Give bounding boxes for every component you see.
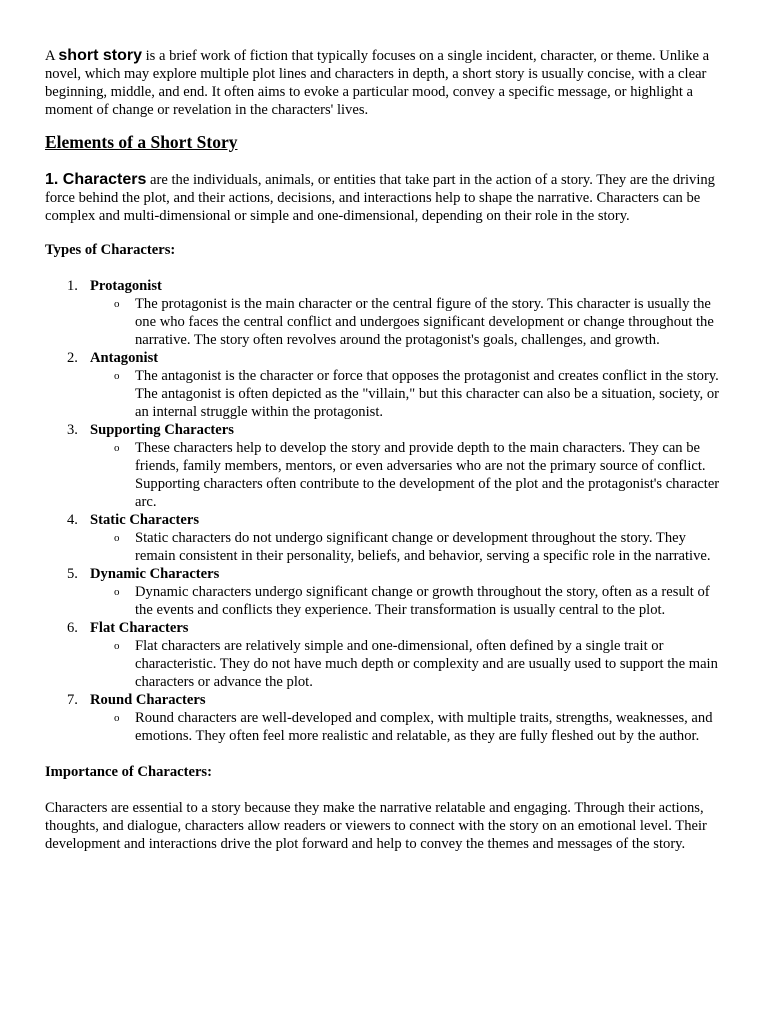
intro-text: is a brief work of fiction that typically focuses on a single incident, character, or theme. Unlike a novel, which may explore multiple plot lines and characters in depth, a short story is usually concise, with a clear beginning, middle, and end. It often aims to evoke a particular mood, convey a specific message, or highlight a moment of change or revelation in the characters' lives. (45, 48, 710, 118)
intro-paragraph (45, 47, 728, 119)
list-item (45, 277, 728, 349)
bullet-icon: o (114, 586, 120, 598)
types-heading: Types of Characters: (45, 242, 176, 258)
characters-text: are the individuals, animals, or entities that take part in the action of a story. They are the driving force behind the plot, and their actions, decisions, and interactions help to shape the narrative. Characters can be complex and multi-dimensional or simple and one-dimensional, depending on their role in the story. (45, 172, 715, 224)
list-item (45, 691, 728, 745)
types-list (45, 277, 728, 745)
type-description (90, 529, 728, 565)
type-description (90, 709, 728, 745)
characters-paragraph (45, 171, 728, 225)
type-name: Static Characters (90, 512, 200, 528)
importance-heading: Importance of Characters: (45, 764, 212, 780)
characters-lead: 1. Characters (45, 171, 147, 188)
list-number: 7. (67, 692, 78, 708)
type-description (90, 367, 728, 421)
type-description (90, 637, 728, 691)
list-item (45, 565, 728, 619)
bullet-icon: o (114, 442, 120, 454)
description-text: The antagonist is the character or force that opposes the protagonist and creates conflict in the story. The antagonist is often depicted as the "villain," but this character can also be a situation, society, or an internal struggle within the protagonist. (135, 368, 719, 420)
description-text: Round characters are well-developed and complex, with multiple traits, strengths, weaknesses, and emotions. They often feel more realistic and relatable, as they are fully fleshed out by the author. (135, 710, 713, 744)
list-item (45, 349, 728, 421)
type-name: Round Characters (90, 692, 206, 708)
type-name: Antagonist (90, 350, 159, 366)
list-number: 4. (67, 512, 78, 528)
intro-term: short story (58, 47, 142, 64)
importance-paragraph: Characters are essential to a story because they make the narrative relatable and engaging. Through their actions, thoughts, and dialogue, characters allow readers or viewers to connect with the story on an emotional level. Their development and interactions drive the plot forward and help to convey the themes and messages of the story. (45, 800, 707, 852)
type-name: Protagonist (90, 278, 162, 294)
description-text: Dynamic characters undergo significant change or growth throughout the story, often as a result of the events and conflicts they experience. Their transformation is usually central to the plot. (135, 584, 710, 618)
description-text: Static characters do not undergo significant change or development throughout the story. They remain consistent in their personality, beliefs, and behavior, serving a specific role in the narrative. (135, 530, 711, 564)
bullet-icon: o (114, 370, 120, 382)
bullet-icon: o (114, 640, 120, 652)
list-number: 5. (67, 566, 78, 582)
description-text: The protagonist is the main character or the central figure of the story. This character is usually the one who faces the central conflict and undergoes significant development or change throughout the narrative. The story often revolves around the protagonist's goals, challenges, and growth. (135, 296, 714, 348)
list-item (45, 511, 728, 565)
list-item (45, 421, 728, 511)
list-number: 1. (67, 278, 78, 294)
type-description (90, 295, 728, 349)
description-text: These characters help to develop the story and provide depth to the main characters. They can be friends, family members, mentors, or even adversaries who are not the primary source of conflict. Supporting characters often contribute to the development of the plot and the protagonist's character arc. (135, 440, 720, 510)
list-item (45, 619, 728, 691)
type-name: Dynamic Characters (90, 566, 220, 582)
section-heading: Elements of a Short Story (45, 132, 238, 152)
bullet-icon: o (114, 712, 120, 724)
bullet-icon: o (114, 298, 120, 310)
bullet-icon: o (114, 532, 120, 544)
type-name: Supporting Characters (90, 422, 234, 438)
type-description (90, 583, 728, 619)
description-text: Flat characters are relatively simple and one-dimensional, often defined by a single trait or characteristic. They do not have much depth or complexity and are usually used to support the main characters or advance the plot. (135, 638, 718, 690)
list-number: 2. (67, 350, 78, 366)
intro-prefix: A (45, 48, 59, 64)
type-name: Flat Characters (90, 620, 189, 636)
type-description (90, 439, 728, 511)
list-number: 3. (67, 422, 78, 438)
list-number: 6. (67, 620, 78, 636)
